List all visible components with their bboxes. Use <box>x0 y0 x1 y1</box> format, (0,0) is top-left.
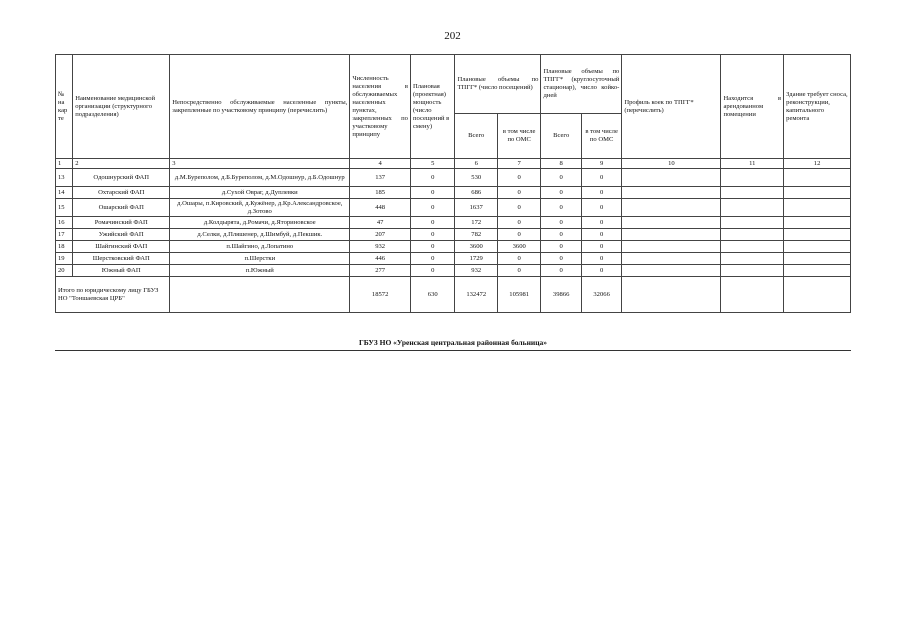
column-number: 12 <box>784 159 851 169</box>
served-places: д.Ошары, п.Кировский, д.Кужёнер, д.Кр.Александровское, д.Зотово <box>170 199 350 217</box>
column-number: 10 <box>622 159 721 169</box>
column-number: 9 <box>581 159 621 169</box>
visits: 530 <box>455 169 497 187</box>
visits: 932 <box>455 265 497 277</box>
total-population: 18572 <box>350 277 411 313</box>
next-section-title: ГБУЗ НО «Уренская центральная районная больница» <box>55 338 851 351</box>
rented <box>721 265 784 277</box>
bed-profile <box>622 169 721 187</box>
column-number: 11 <box>721 159 784 169</box>
served-places: д.Сухой Овраг, д.Дуплевки <box>170 187 350 199</box>
beddays: 0 <box>541 265 581 277</box>
bed-profile <box>622 265 721 277</box>
population: 277 <box>350 265 411 277</box>
bed-profile <box>622 199 721 217</box>
visits: 782 <box>455 229 497 241</box>
column-number: 2 <box>73 159 170 169</box>
beddays-oms: 0 <box>581 217 621 229</box>
row-number: 20 <box>56 265 73 277</box>
table-row <box>56 253 851 265</box>
visits-oms: 3600 <box>497 241 540 253</box>
capacity: 0 <box>410 187 455 199</box>
population: 137 <box>350 169 411 187</box>
facility-name: Охтарский ФАП <box>73 187 170 199</box>
visits: 1729 <box>455 253 497 265</box>
column-number: 5 <box>410 159 455 169</box>
beddays-oms: 0 <box>581 241 621 253</box>
beddays-oms: 0 <box>581 265 621 277</box>
header-renovation: Здание требует сноса, реконструкции, капитального ремонта <box>784 55 851 159</box>
bed-profile <box>622 229 721 241</box>
visits: 686 <box>455 187 497 199</box>
header-visits-group: Плановые объемы по ТПГГ* (число посещений) <box>455 55 541 114</box>
capacity: 0 <box>410 229 455 241</box>
visits: 1637 <box>455 199 497 217</box>
row-number: 16 <box>56 217 73 229</box>
column-number: 6 <box>455 159 497 169</box>
table-row <box>56 265 851 277</box>
column-number: 7 <box>497 159 540 169</box>
bed-profile <box>622 241 721 253</box>
served-places: п.Шерстки <box>170 253 350 265</box>
facility-name: Ошарский ФАП <box>73 199 170 217</box>
rented <box>721 187 784 199</box>
row-number: 19 <box>56 253 73 265</box>
total-row <box>56 277 851 313</box>
population: 932 <box>350 241 411 253</box>
visits-oms: 0 <box>497 199 540 217</box>
bed-profile <box>622 217 721 229</box>
visits-oms: 0 <box>497 265 540 277</box>
beddays: 0 <box>541 169 581 187</box>
total-capacity: 630 <box>410 277 455 313</box>
total-renovation <box>784 277 851 313</box>
capacity: 0 <box>410 265 455 277</box>
header-visits-oms: в том числе по ОМС <box>497 114 540 159</box>
total-beddays-oms: 32066 <box>581 277 621 313</box>
served-places: п.Шайгино, д.Лопатино <box>170 241 350 253</box>
facility-name: Южный ФАП <box>73 265 170 277</box>
header-bed-profile: Профиль коек по ТПГГ* (перечислить) <box>622 55 721 159</box>
column-number: 4 <box>350 159 411 169</box>
capacity: 0 <box>410 169 455 187</box>
population: 47 <box>350 217 411 229</box>
beddays: 0 <box>541 253 581 265</box>
capacity: 0 <box>410 253 455 265</box>
rented <box>721 169 784 187</box>
renovation <box>784 265 851 277</box>
table-row <box>56 199 851 217</box>
renovation <box>784 241 851 253</box>
beddays-oms: 0 <box>581 187 621 199</box>
row-number: 18 <box>56 241 73 253</box>
header-number: № на кар те <box>56 55 73 159</box>
rented <box>721 217 784 229</box>
header-places: Непосредственно обслуживаемые населенные пункты, закрепленные по участковому принципу (перечислить) <box>170 55 350 159</box>
header-beddays-total: Всего <box>541 114 581 159</box>
renovation <box>784 169 851 187</box>
facility-name: Одошнурский ФАП <box>73 169 170 187</box>
beddays: 0 <box>541 187 581 199</box>
facility-name: Ужийский ФАП <box>73 229 170 241</box>
header-visits-total: Всего <box>455 114 497 159</box>
renovation <box>784 217 851 229</box>
visits-oms: 0 <box>497 229 540 241</box>
beddays-oms: 0 <box>581 199 621 217</box>
column-number: 3 <box>170 159 350 169</box>
served-places: д.Селки, д.Пляшенер, д.Шимбуй, д.Пекшик. <box>170 229 350 241</box>
visits-oms: 0 <box>497 169 540 187</box>
table-row <box>56 187 851 199</box>
table-row <box>56 241 851 253</box>
table-row <box>56 229 851 241</box>
served-places: д.М.Буреполом, д.Б.Буреполом, д.М.Одошнур, д.Б.Одошнур <box>170 169 350 187</box>
page-number: 202 <box>444 30 461 42</box>
column-numbers-row <box>56 159 851 169</box>
rented <box>721 199 784 217</box>
total-beddays: 39866 <box>541 277 581 313</box>
facility-name: Шайгинский ФАП <box>73 241 170 253</box>
renovation <box>784 199 851 217</box>
total-visits: 132472 <box>455 277 497 313</box>
bed-profile <box>622 187 721 199</box>
beddays-oms: 0 <box>581 229 621 241</box>
header-beddays-oms: в том числе по ОМС <box>581 114 621 159</box>
beddays: 0 <box>541 199 581 217</box>
row-number: 13 <box>56 169 73 187</box>
column-number: 8 <box>541 159 581 169</box>
beddays: 0 <box>541 229 581 241</box>
beddays-oms: 0 <box>581 253 621 265</box>
served-places: д.Колдырята, д.Ромачи, д.Яториновское <box>170 217 350 229</box>
beddays: 0 <box>541 217 581 229</box>
population: 185 <box>350 187 411 199</box>
total-visits-oms: 105981 <box>497 277 540 313</box>
capacity: 0 <box>410 217 455 229</box>
visits-oms: 0 <box>497 187 540 199</box>
row-number: 17 <box>56 229 73 241</box>
facility-name: Ромачинский ФАП <box>73 217 170 229</box>
data-rows <box>56 169 851 277</box>
total-rented <box>721 277 784 313</box>
rented <box>721 241 784 253</box>
header-beddays-group: Плановые объемы по ТПГГ* (круглосуточный стационар), число койко-дней <box>541 55 622 114</box>
population: 446 <box>350 253 411 265</box>
row-number: 14 <box>56 187 73 199</box>
beddays-oms: 0 <box>581 169 621 187</box>
facilities-table <box>55 54 851 313</box>
served-places: п.Южный <box>170 265 350 277</box>
header-org-name: Наименование медицинской организации (структурного подразделения) <box>73 55 170 159</box>
facility-name: Шерстковский ФАП <box>73 253 170 265</box>
capacity: 0 <box>410 199 455 217</box>
renovation <box>784 229 851 241</box>
population: 207 <box>350 229 411 241</box>
rented <box>721 253 784 265</box>
renovation <box>784 187 851 199</box>
row-number: 15 <box>56 199 73 217</box>
header-population: Численность населения в обслуживаемых населенных пунктах, закрепленных по участковому принципу <box>350 55 411 159</box>
table-row <box>56 169 851 187</box>
total-bed-profile <box>622 277 721 313</box>
bed-profile <box>622 253 721 265</box>
capacity: 0 <box>410 241 455 253</box>
rented <box>721 229 784 241</box>
visits: 172 <box>455 217 497 229</box>
header-capacity: Плановая (проектная) мощность (число посещений в смену) <box>410 55 455 159</box>
table-row <box>56 217 851 229</box>
renovation <box>784 253 851 265</box>
visits-oms: 0 <box>497 253 540 265</box>
total-label: Итого по юридическому лицу ГБУЗ НО "Тоншаевская ЦРБ" <box>56 277 170 313</box>
visits-oms: 0 <box>497 217 540 229</box>
population: 448 <box>350 199 411 217</box>
total-places <box>170 277 350 313</box>
header-rented: Находится в арендованном помещении <box>721 55 784 159</box>
visits: 3600 <box>455 241 497 253</box>
beddays: 0 <box>541 241 581 253</box>
column-number: 1 <box>56 159 73 169</box>
